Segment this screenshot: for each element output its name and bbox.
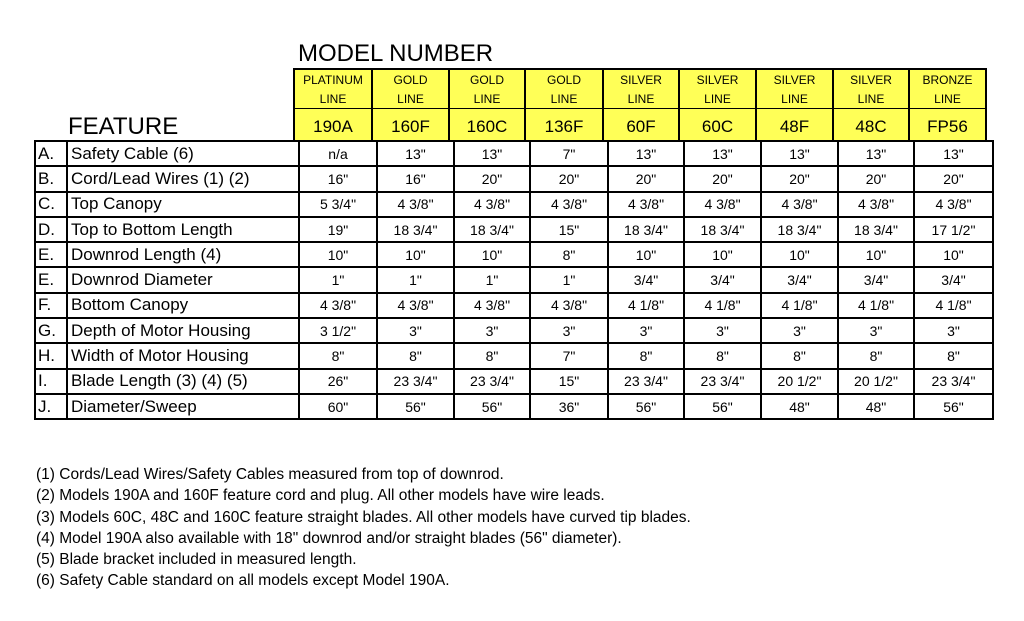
table-row	[35, 166, 993, 191]
footnote: (6) Safety Cable standard on all models except Model 190A.	[36, 572, 450, 590]
table-cell: 8"	[377, 343, 454, 368]
table-cell: 3/4"	[684, 267, 761, 292]
table-cell: 10"	[299, 242, 377, 267]
line-header-cell: GOLD LINE	[371, 70, 448, 110]
table-cell: 20 1/2"	[761, 369, 838, 394]
table-cell: 13"	[838, 141, 914, 166]
table-cell: 8"	[608, 343, 684, 368]
line-header-cell: BRONZE LINE	[908, 70, 987, 110]
row-letter: F.	[35, 293, 67, 318]
table-cell: 20"	[608, 166, 684, 191]
table-cell: 23 3/4"	[914, 369, 993, 394]
model-number-header-row	[293, 108, 987, 140]
table-cell: 20"	[914, 166, 993, 191]
table-cell: 4 3/8"	[838, 192, 914, 217]
table-cell: 23 3/4"	[684, 369, 761, 394]
line-header-cell: GOLD LINE	[524, 70, 602, 110]
table-cell: 60"	[299, 394, 377, 419]
table-cell: 10"	[608, 242, 684, 267]
table-cell: 7"	[530, 343, 608, 368]
table-cell: 23 3/4"	[608, 369, 684, 394]
table-cell: 4 3/8"	[914, 192, 993, 217]
table-row	[35, 242, 993, 267]
footnote: (4) Model 190A also available with 18" downrod and/or straight blades (56" diameter).	[36, 529, 622, 547]
line-header-cell: GOLD LINE	[448, 70, 524, 110]
feature-name: Diameter/Sweep	[67, 394, 299, 419]
feature-name: Depth of Motor Housing	[67, 318, 299, 343]
table-row	[35, 318, 993, 343]
table-cell: 13"	[377, 141, 454, 166]
table-cell: 13"	[608, 141, 684, 166]
table-cell: 56"	[914, 394, 993, 419]
table-cell: 18 3/4"	[684, 217, 761, 242]
table-cell: 4 1/8"	[684, 293, 761, 318]
table-cell: 1"	[454, 267, 530, 292]
spec-table	[34, 140, 994, 420]
table-cell: 10"	[684, 242, 761, 267]
table-cell: 3"	[914, 318, 993, 343]
model-header-cell: 136F	[524, 108, 602, 140]
table-cell: 36"	[530, 394, 608, 419]
table-cell: 4 1/8"	[608, 293, 684, 318]
table-cell: 20"	[530, 166, 608, 191]
table-row	[35, 394, 993, 419]
table-cell: 8"	[838, 343, 914, 368]
table-cell: 20"	[684, 166, 761, 191]
table-cell: 16"	[377, 166, 454, 191]
table-row	[35, 217, 993, 242]
table-cell: 1"	[377, 267, 454, 292]
table-cell: 3"	[377, 318, 454, 343]
feature-name: Cord/Lead Wires (1) (2)	[67, 166, 299, 191]
table-cell: 18 3/4"	[608, 217, 684, 242]
table-cell: 23 3/4"	[377, 369, 454, 394]
model-number-title: MODEL NUMBER	[298, 40, 494, 67]
table-cell: 3 1/2"	[299, 318, 377, 343]
table-row	[35, 369, 993, 394]
table-cell: 8"	[299, 343, 377, 368]
table-cell: 3"	[761, 318, 838, 343]
footnote: (3) Models 60C, 48C and 160C feature straight blades. All other models have curved tip blades.	[36, 508, 691, 526]
model-header-cell: 160F	[371, 108, 448, 140]
model-header-cell: 60F	[602, 108, 678, 140]
table-cell: 8"	[454, 343, 530, 368]
table-cell: 20"	[454, 166, 530, 191]
table-cell: 23 3/4"	[454, 369, 530, 394]
table-cell: 15"	[530, 217, 608, 242]
model-header-cell: 190A	[293, 108, 371, 140]
table-cell: 3/4"	[761, 267, 838, 292]
feature-name: Downrod Diameter	[67, 267, 299, 292]
table-cell: 5 3/4"	[299, 192, 377, 217]
row-letter: G.	[35, 318, 67, 343]
feature-name: Width of Motor Housing	[67, 343, 299, 368]
table-cell: 8"	[914, 343, 993, 368]
table-cell: 20"	[838, 166, 914, 191]
table-cell: 13"	[914, 141, 993, 166]
feature-name: Safety Cable (6)	[67, 141, 299, 166]
row-letter: E.	[35, 267, 67, 292]
table-cell: 10"	[377, 242, 454, 267]
table-cell: 4 3/8"	[377, 192, 454, 217]
table-cell: 56"	[454, 394, 530, 419]
table-cell: 26"	[299, 369, 377, 394]
line-header-cell: SILVER LINE	[678, 70, 755, 110]
row-letter: J.	[35, 394, 67, 419]
table-cell: 18 3/4"	[761, 217, 838, 242]
row-letter: H.	[35, 343, 67, 368]
table-cell: 13"	[684, 141, 761, 166]
table-cell: 16"	[299, 166, 377, 191]
table-cell: 1"	[530, 267, 608, 292]
table-cell: 18 3/4"	[454, 217, 530, 242]
table-cell: 13"	[761, 141, 838, 166]
row-letter: I.	[35, 369, 67, 394]
table-cell: 3"	[454, 318, 530, 343]
table-cell: 56"	[377, 394, 454, 419]
model-header-cell: 48C	[832, 108, 908, 140]
row-letter: D.	[35, 217, 67, 242]
table-cell: n/a	[299, 141, 377, 166]
table-cell: 3/4"	[608, 267, 684, 292]
table-cell: 3"	[608, 318, 684, 343]
spec-table-body	[35, 141, 993, 419]
feature-name: Top to Bottom Length	[67, 217, 299, 242]
table-cell: 3/4"	[914, 267, 993, 292]
table-cell: 4 3/8"	[684, 192, 761, 217]
model-header-cell: 60C	[678, 108, 755, 140]
table-cell: 20 1/2"	[838, 369, 914, 394]
table-cell: 20"	[761, 166, 838, 191]
feature-title: FEATURE	[68, 113, 179, 140]
line-header-cell: SILVER LINE	[832, 70, 908, 110]
table-row	[35, 267, 993, 292]
model-header-cell: FP56	[908, 108, 987, 140]
table-cell: 4 3/8"	[761, 192, 838, 217]
table-cell: 4 1/8"	[838, 293, 914, 318]
table-cell: 56"	[684, 394, 761, 419]
table-cell: 4 3/8"	[454, 192, 530, 217]
row-letter: C.	[35, 192, 67, 217]
table-cell: 4 3/8"	[299, 293, 377, 318]
table-row	[35, 343, 993, 368]
model-header-cell: 48F	[755, 108, 832, 140]
table-row	[35, 141, 993, 166]
table-cell: 4 1/8"	[761, 293, 838, 318]
table-cell: 10"	[914, 242, 993, 267]
table-cell: 1"	[299, 267, 377, 292]
row-letter: E.	[35, 242, 67, 267]
table-cell: 15"	[530, 369, 608, 394]
table-row	[35, 293, 993, 318]
table-cell: 10"	[454, 242, 530, 267]
footnote: (2) Models 190A and 160F feature cord and plug. All other models have wire leads.	[36, 487, 605, 505]
table-cell: 10"	[838, 242, 914, 267]
table-cell: 4 3/8"	[530, 293, 608, 318]
table-cell: 48"	[838, 394, 914, 419]
table-cell: 8"	[761, 343, 838, 368]
table-cell: 4 3/8"	[608, 192, 684, 217]
model-header-cell: 160C	[448, 108, 524, 140]
feature-name: Blade Length (3) (4) (5)	[67, 369, 299, 394]
feature-name: Bottom Canopy	[67, 293, 299, 318]
table-cell: 3/4"	[838, 267, 914, 292]
table-cell: 18 3/4"	[838, 217, 914, 242]
product-line-header-row	[293, 68, 987, 110]
table-cell: 3"	[838, 318, 914, 343]
line-header-cell: PLATINUM LINE	[293, 70, 371, 110]
footnote: (1) Cords/Lead Wires/Safety Cables measured from top of downrod.	[36, 466, 504, 483]
table-cell: 4 1/8"	[914, 293, 993, 318]
table-cell: 4 3/8"	[530, 192, 608, 217]
table-cell: 8"	[530, 242, 608, 267]
line-header-cell: SILVER LINE	[755, 70, 832, 110]
footnotes	[36, 464, 691, 592]
table-cell: 7"	[530, 141, 608, 166]
table-cell: 4 3/8"	[377, 293, 454, 318]
feature-name: Downrod Length (4)	[67, 242, 299, 267]
table-cell: 3"	[684, 318, 761, 343]
table-cell: 8"	[684, 343, 761, 368]
table-cell: 56"	[608, 394, 684, 419]
row-letter: B.	[35, 166, 67, 191]
line-header-cell: SILVER LINE	[602, 70, 678, 110]
table-cell: 4 3/8"	[454, 293, 530, 318]
table-cell: 18 3/4"	[377, 217, 454, 242]
feature-name: Top Canopy	[67, 192, 299, 217]
table-cell: 48"	[761, 394, 838, 419]
table-cell: 17 1/2"	[914, 217, 993, 242]
row-letter: A.	[35, 141, 67, 166]
table-cell: 10"	[761, 242, 838, 267]
table-cell: 13"	[454, 141, 530, 166]
table-row	[35, 192, 993, 217]
footnote: (5) Blade bracket included in measured length.	[36, 551, 357, 569]
table-cell: 3"	[530, 318, 608, 343]
table-cell: 19"	[299, 217, 377, 242]
